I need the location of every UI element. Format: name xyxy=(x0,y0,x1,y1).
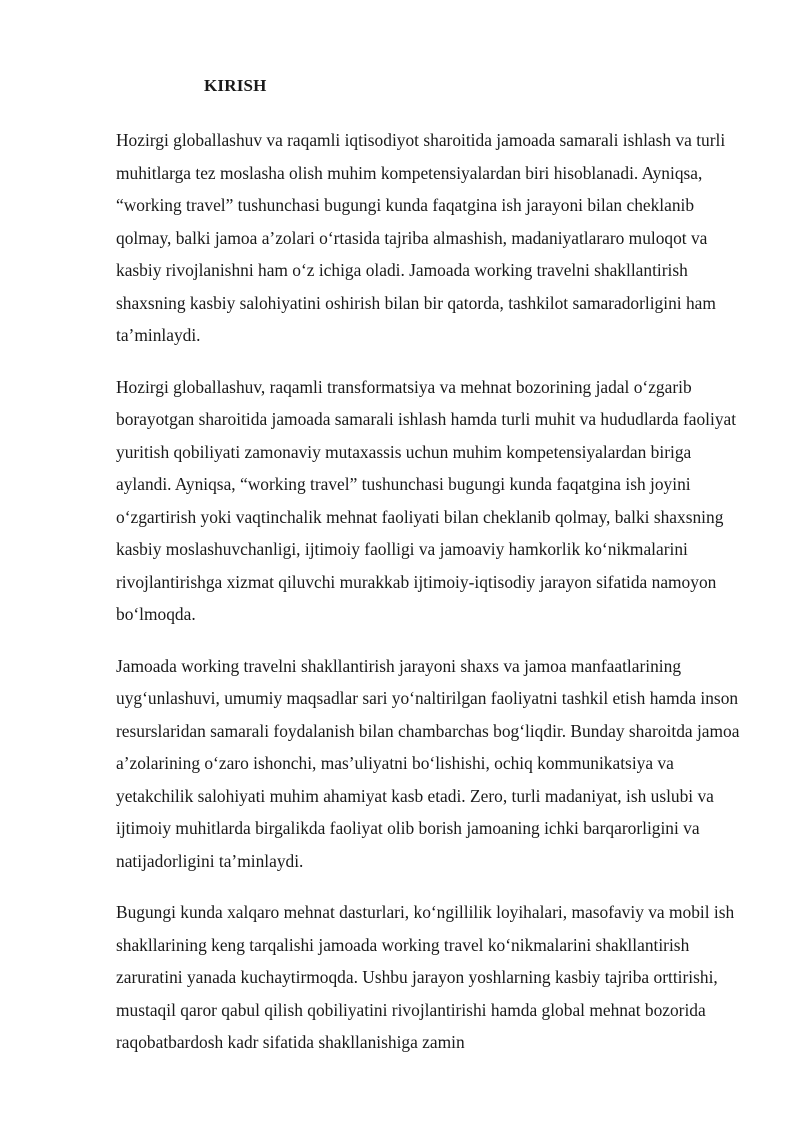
page-title: KIRISH xyxy=(204,76,267,95)
paragraph-2: Hozirgi globallashuv, raqamli transformatsiya va mehnat bozorining jadal oʻzgarib borayotgan sharoitida jamoada samarali ishlash hamda turli muhit va hududlarda faoliyat yuritish qobiliyati zamonaviy mutaxassis uchun muhim kompetensiyalardan biriga aylandi. Ayniqsa, “working travel” tushunchasi bugungi kunda faqatgina ish joyini oʻzgartirish yoki vaqtinchalik mehnat faoliyati bilan cheklanib qolmay, balki shaxsning kasbiy moslashuvchanligi, ijtimoiy faolligi va jamoaviy hamkorlik koʻnikmalarini rivojlantirishga xizmat qiluvchi murakkab ijtimoiy-iqtisodiy jarayon sifatida namoyon boʻlmoqda. xyxy=(116,376,737,624)
paragraph-1: Hozirgi globallashuv va raqamli iqtisodiyot sharoitida jamoada samarali ishlash va turli muhitlarga tez moslasha olish muhim kompetensiyalardan biri hisoblanadi. Ayniqsa, “working travel” tushunchasi bugungi kunda faqatgina ish jarayoni bilan cheklanib qolmay, balki jamoa a’zolari oʻrtasida tajriba almashish, madaniyatlararo muloqot va kasbiy rivojlanishni ham oʻz ichiga oladi. Jamoada working travelni shakllantirish shaxsning kasbiy salohiyatini oshirish bilan bir qatorda, tashkilot samaradorligini ham ta’minlaydi. xyxy=(116,130,726,345)
paragraph-3: Jamoada working travelni shakllantirish jarayoni shaxs va jamoa manfaatlarining uygʻunlashuvi, umumiy maqsadlar sari yoʻnaltirilgan faoliyatni tashkil etish hamda inson resurslaridan samarali foydalanish bilan chambarchas bogʻliqdir. Bunday sharoitda jamoa a’zolarining oʻzaro ishonchi, mas’uliyatni boʻlishishi, ochiq kommunikatsiya va yetakchilik salohiyati muhim ahamiyat kasb etadi. Zero, turli madaniyat, ish uslubi va ijtimoiy muhitlarda birgalikda faoliyat olib borish jamoaning ichki barqarorligini va natijadorligini ta’minlaydi. xyxy=(116,655,740,871)
paragraph-4: Bugungi kunda xalqaro mehnat dasturlari, koʻngillilik loyihalari, masofaviy va mobil ish shakllarining keng tarqalishi jamoada working travel koʻnikmalarini shakllantirish zaruratini yanada kuchaytirmoqda. Ushbu jarayon yoshlarning kasbiy tajriba orttirishi, mustaqil qaror qabul qilish qobiliyatini rivojlantirishi hamda global mehnat bozorida raqobatbardosh kadr sifatida shakllanishiga zamin xyxy=(116,902,735,1052)
document-body xyxy=(116,124,746,1078)
